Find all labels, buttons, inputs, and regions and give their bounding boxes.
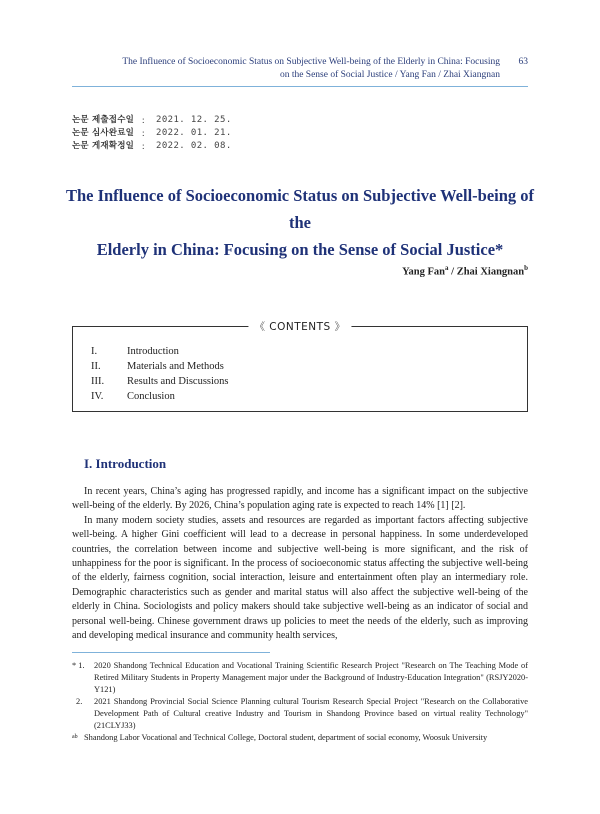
section-heading: I. Introduction	[84, 456, 167, 471]
header-divider	[72, 86, 528, 87]
toc-item	[91, 389, 229, 404]
date-colon: :	[142, 141, 145, 151]
footnotes	[72, 660, 528, 744]
date-colon: :	[142, 128, 145, 138]
footnote-text: 2020 Shandong Technical Education and Vocational Training Scientific Research Project "Research on The Teaching Mode of Retired Military Students in Property Management major under the Background of Industry-Education Integration" (RSJY2020-Y121)	[94, 661, 528, 694]
contents-box	[72, 321, 528, 412]
running-head-line-2: on the Sense of Social Justice / Yang Fan / Zhai Xiangnan	[279, 70, 500, 80]
author-line	[402, 264, 528, 278]
date-value: 2022. 02. 08.	[156, 141, 232, 151]
paragraph: In recent years, China’s aging has progressed rapidly, and income has a significant impact on the subjective well-being of the elderly. By 2026, China’s population aging rate is expected to reach 14% [1] [2].	[72, 486, 528, 512]
submission-dates	[72, 114, 232, 153]
date-label: 논문 심사완료일	[72, 128, 135, 138]
paper-title-line-2: Elderly in China: Focusing on the Sense of Social Justice*	[96, 240, 504, 259]
body-text	[72, 485, 528, 643]
footnote-text: 2021 Shandong Provincial Social Science Planning cultural Tourism Research Special Project "Research on the Collaborative Development Path of Cultural creative Industry and Tourism in Shandong Province based on virtual reality Technology" (21CLYJ33)	[94, 697, 528, 730]
toc-number: II.	[91, 361, 101, 372]
footnote-marker: * 1.	[72, 661, 85, 670]
page-number: 63	[518, 57, 528, 67]
date-label: 논문 제출접수일	[72, 115, 135, 125]
toc-number: I.	[91, 346, 98, 357]
paper-title-line-1: The Influence of Socioeconomic Status on Subjective Well-being of the	[65, 186, 535, 232]
toc-item	[91, 359, 229, 374]
toc-title: Introduction	[127, 346, 179, 357]
table-of-contents	[91, 344, 229, 404]
date-row-submitted	[72, 114, 232, 127]
date-value: 2022. 01. 21.	[156, 128, 232, 138]
author-1: Yang Fan	[402, 266, 446, 278]
author-1-affiliation: a	[445, 264, 449, 272]
footnote-marker: ab	[72, 734, 78, 740]
footnote-divider	[72, 652, 270, 653]
author-2-affiliation: b	[524, 264, 528, 272]
toc-number: III.	[91, 376, 105, 387]
date-label: 논문 게재확정일	[72, 141, 135, 151]
author-2: Zhai Xiangnan	[456, 266, 525, 278]
toc-item	[91, 344, 229, 359]
footnote-1	[72, 660, 528, 696]
contents-label: 《 CONTENTS 》	[248, 319, 351, 334]
date-row-accepted	[72, 140, 232, 153]
paper-title	[60, 182, 540, 263]
footnote-marker: 2.	[76, 697, 83, 706]
author-separator: /	[448, 266, 457, 278]
toc-item	[91, 374, 229, 389]
toc-title: Conclusion	[127, 391, 175, 402]
toc-number: IV.	[91, 391, 104, 402]
date-row-reviewed	[72, 127, 232, 140]
toc-title: Results and Discussions	[127, 376, 229, 387]
paragraph: In many modern society studies, assets and resources are regarded as important factors affecting subjective well-being. A higher Gini coefficient will lead to a decrease in personal happiness. In some underdeveloped countries, the correlation between income and subjective well-being is more significant, and the risk of unhappiness for the poor is significant. In the process of socioeconomic status affecting the subjective well-being of the elderly, fairness cognition, social interaction, leisure and entertainment often play an intermediary role. Demographic characteristics such as gender and marital status will also affect the subjective well-being of the elderly in China. Sociologists and policy makers should take subjective well-being as an indicator of social and personal well-being. Chinese government draws up policies to meet the needs of the elderly, such as improving and developing medical insurance and community health services,	[72, 514, 528, 642]
footnote-text: Shandong Labor Vocational and Technical College, Doctoral student, department of social economy, Woosuk University	[84, 733, 488, 742]
date-colon: :	[142, 115, 145, 125]
footnote-2	[72, 696, 528, 732]
toc-title: Materials and Methods	[127, 361, 224, 372]
running-head-line-1: The Influence of Socioeconomic Status on Subjective Well-being of the Elderly in China: Focusing	[122, 57, 500, 67]
footnote-3	[72, 732, 528, 744]
date-value: 2021. 12. 25.	[156, 115, 232, 125]
running-head	[80, 56, 528, 82]
